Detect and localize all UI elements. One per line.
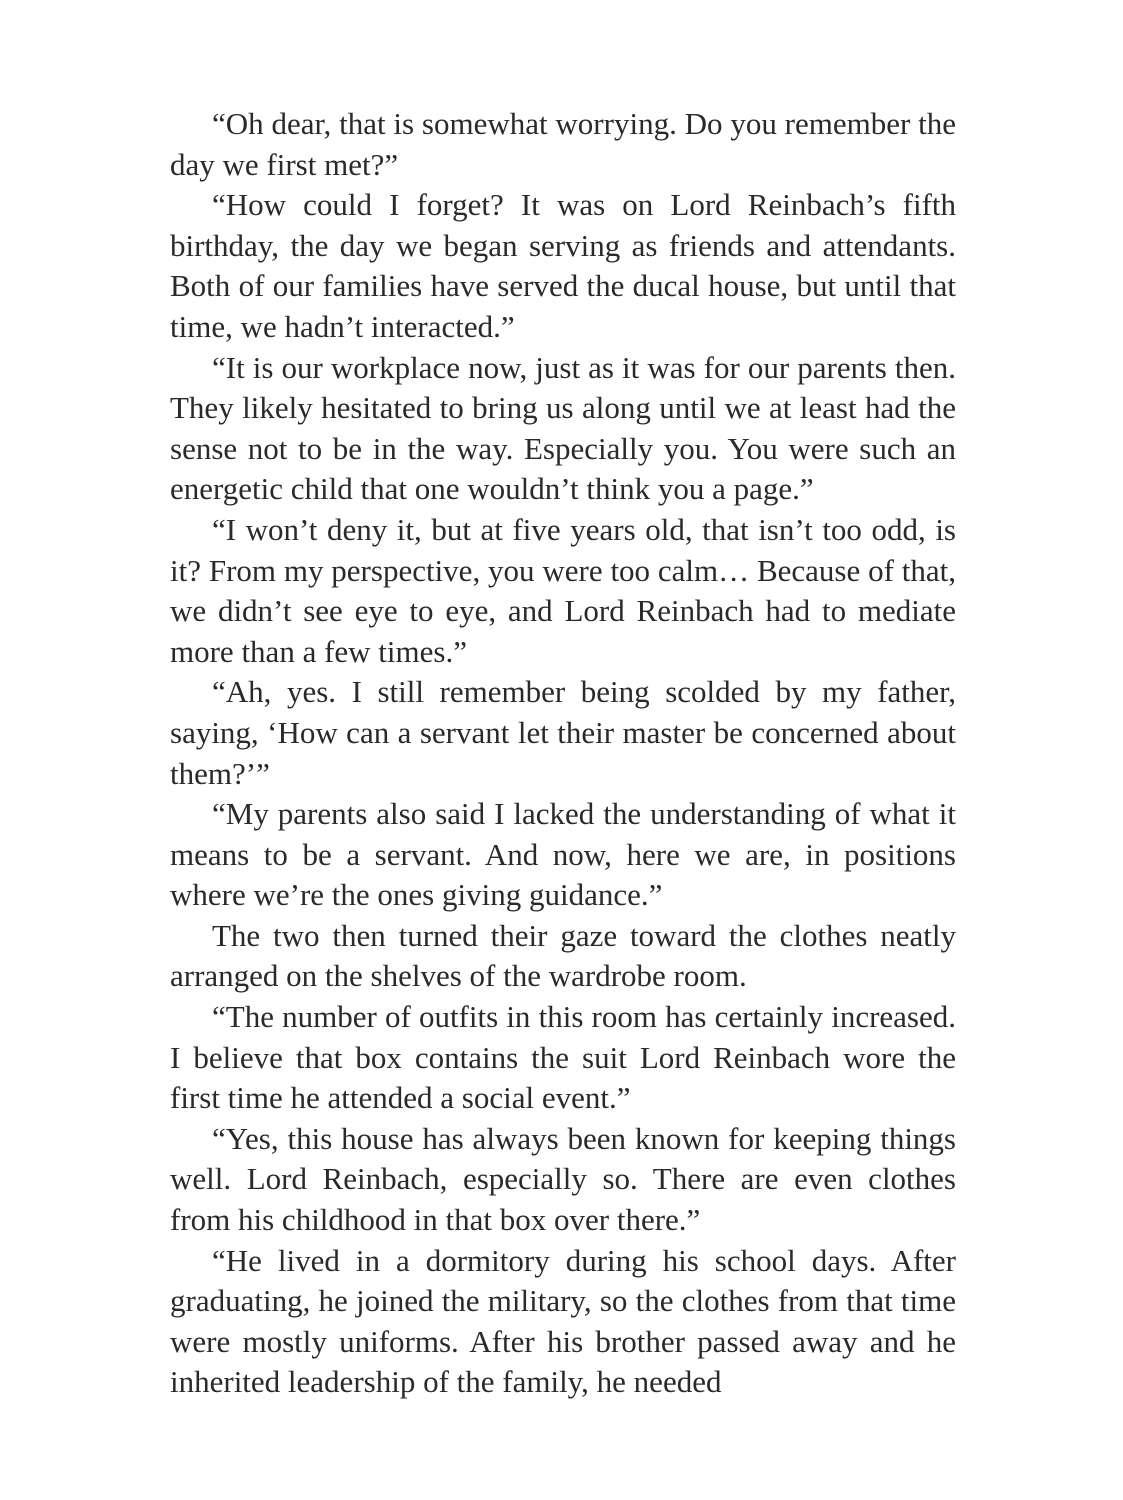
paragraph: “Ah, yes. I still remember being scolded by my father, saying, ‘How can a servant let their master be concerned about them?’”: [170, 674, 956, 791]
paragraph: “How could I forget? It was on Lord Reinbach’s fifth birthday, the day we began serving as friends and attendants. Both of our families have served the ducal house, but until that time, we hadn’t interacted.”: [170, 187, 956, 344]
paragraph: “I won’t deny it, but at five years old, that isn’t too odd, is it? From my perspective, you were too calm… Because of that, we didn’t see eye to eye, and Lord Reinbach had to mediate more than a few times.”: [170, 511, 956, 669]
paragraph: “It is our workplace now, just as it was for our parents then. They likely hesitated to bring us along until we at least had the sense not to be in the way. Especially you. You were such an energetic child that one wouldn’t think you a page.”: [170, 349, 956, 507]
paragraph: “Yes, this house has always been known for keeping things well. Lord Reinbach, especially so. There are even clothes from his childhood in that box over there.”: [170, 1120, 956, 1238]
paragraph: “Oh dear, that is somewhat worrying. Do you remember the day we first met?”: [170, 106, 956, 182]
book-page: [170, 104, 956, 1403]
paragraph: The two then turned their gaze toward the clothes neatly arranged on the shelves of the wardrobe room.: [170, 917, 956, 994]
paragraph: “He lived in a dormitory during his school days. After graduating, he joined the military, so the clothes from that time were mostly uniforms. After his brother passed away and he inherited leadership of the family, he needed: [170, 1242, 956, 1400]
paragraph: “My parents also said I lacked the understanding of what it means to be a servant. And now, here we are, in positions where we’re the ones giving guidance.”: [170, 796, 956, 913]
paragraph: “The number of outfits in this room has certainly increased. I believe that box contains the suit Lord Reinbach wore the first time he attended a social event.”: [170, 999, 956, 1116]
